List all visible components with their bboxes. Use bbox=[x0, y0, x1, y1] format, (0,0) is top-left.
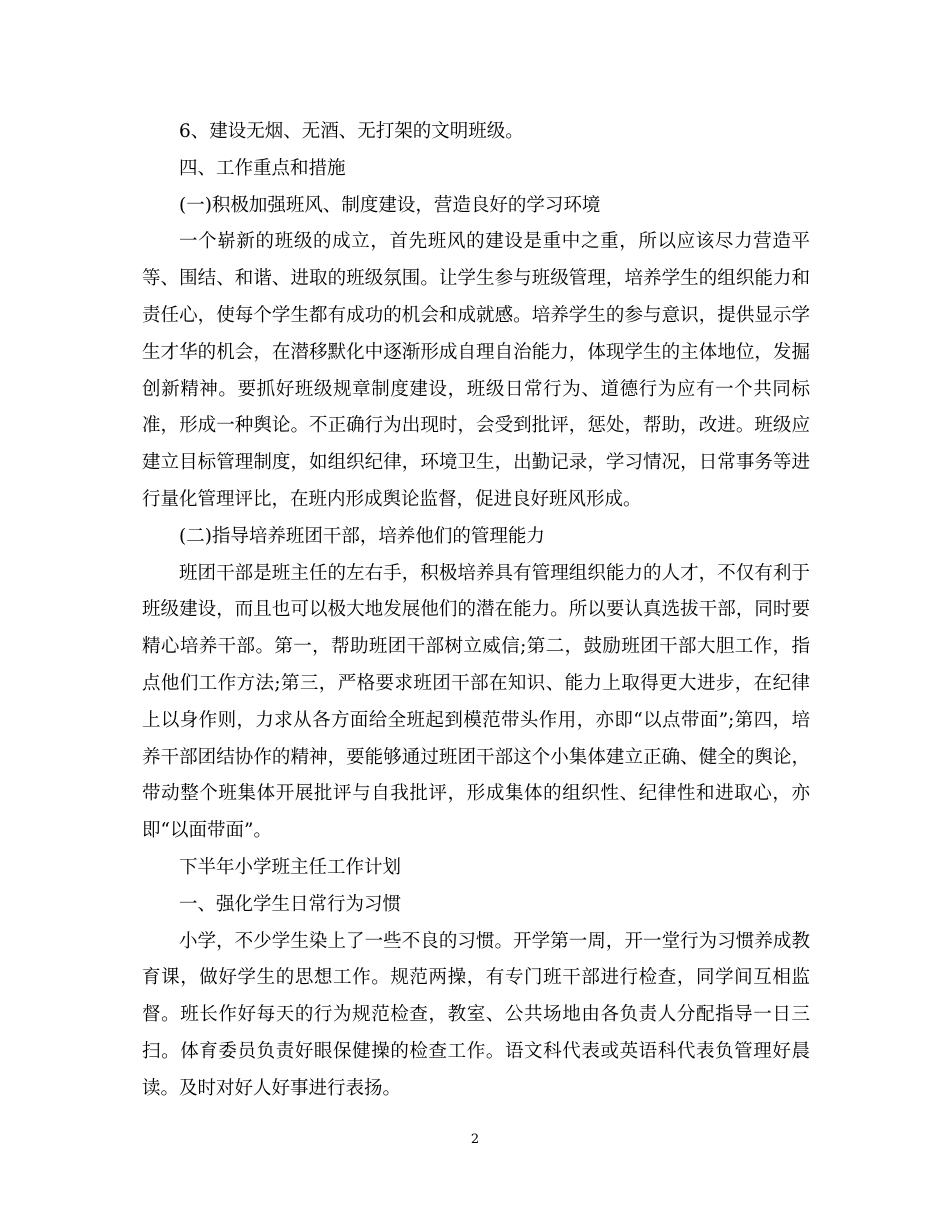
section-heading-daily-habits: 一、强化学生日常行为习惯 bbox=[179, 893, 402, 915]
paragraph-item-6: 6、建设无烟、无酒、无打架的文明班级。 bbox=[179, 121, 524, 142]
subsection-heading-class-spirit: (一)积极加强班风、制度建设，营造良好的学习环境 bbox=[179, 194, 601, 216]
section-title-second-half-plan: 下半年小学班主任工作计划 bbox=[179, 856, 402, 878]
document-body bbox=[142, 114, 810, 1108]
section-heading-key-work: 四、工作重点和措施 bbox=[179, 157, 346, 179]
paragraph-class-spirit: 一个崭新的班级的成立，首先班风的建设是重中之重，所以应该尽力营造平等、围结、和谐、进取的班级氛围。让学生参与班级管理，培养学生的组织能力和责任心，使每个学生都有成功的机会和成就感。培养学生的参与意识，提供显示学生才华的机会，在潜移默化中逐渐形成自理自治能力，体现学生的主体地位，发掘创新精神。要抓好班级规章制度建设，班级日常行为、道德行为应有一个共同标准，形成一种舆论。不正确行为出现时，会受到批评，惩处，帮助，改进。班级应建立目标管理制度，如组织纪律，环境卫生，出勤记录，学习情况，日常事务等进行量化管理评比，在班内形成舆论监督，促进良好班风形成。 bbox=[142, 231, 810, 510]
page-number: 2 bbox=[470, 1132, 480, 1147]
paragraph-daily-habits: 小学，不少学生染上了一些不良的习惯。开学第一周，开一堂行为习惯养成教育课，做好学生的思想工作。规范两操，有专门班干部进行检查，同学间互相监督。班长作好每天的行为规范检查，教室、公共场地由各负责人分配指导一日三扫。体育委员负责好眼保健操的检查工作。语文科代表或英语科代表负管理好晨读。及时对好人好事进行表扬。 bbox=[142, 930, 810, 1099]
paragraph-class-cadres: 班团干部是班主任的左右手，积极培养具有管理组织能力的人才，不仅有利于班级建设，而且也可以极大地发展他们的潜在能力。所以要认真选拔干部，同时要精心培养干部。第一，帮助班团干部树立威信;第二，鼓励班团干部大胆工作，指点他们工作方法;第三，严格要求班团干部在知识、能力上取得更大进步，在纪律上以身作则，力求从各方面给全班起到模范带头作用，亦即“以点带面”;第四，培养干部团结协作的精神，要能够通过班团干部这个小集体建立正确、健全的舆论，带动整个班集体开展批评与自我批评，形成集体的组织性、纪律性和进取心，亦即“以面带面”。 bbox=[142, 562, 810, 842]
subsection-heading-class-cadres: (二)指导培养班团干部，培养他们的管理能力 bbox=[179, 525, 545, 547]
